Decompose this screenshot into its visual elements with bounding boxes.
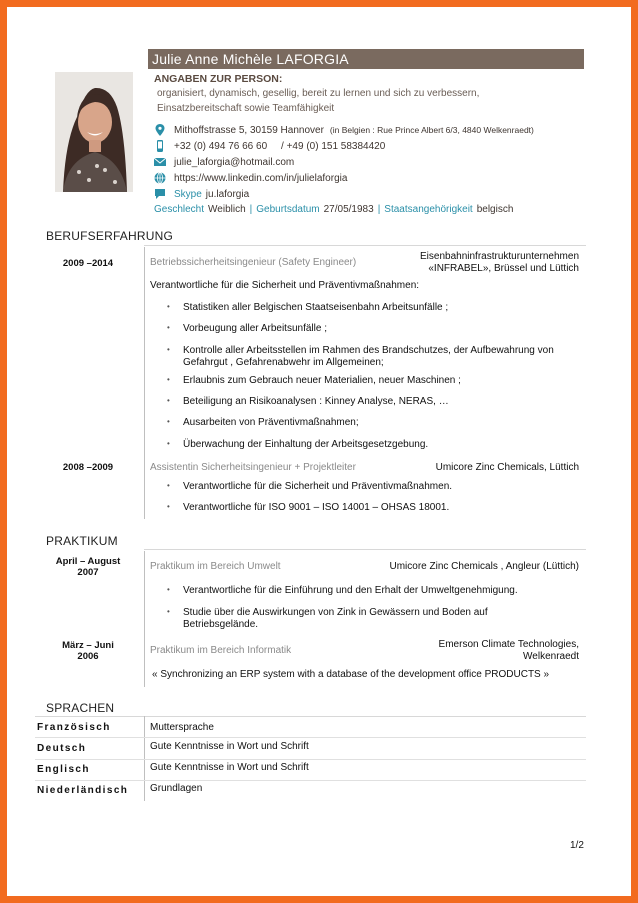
job1-dates: 2009 –2014 <box>62 258 114 269</box>
phone-icon <box>154 140 166 152</box>
personal-details-row <box>154 204 513 215</box>
job2-dates: 2008 –2009 <box>62 462 114 473</box>
language-level: Muttersprache <box>150 722 214 733</box>
email-row <box>154 156 294 168</box>
job1-employer <box>420 251 579 275</box>
location-pin-icon <box>154 124 166 136</box>
intern1-employer: Umicore Zinc Chemicals , Angleur (Lüttich) <box>389 561 579 572</box>
linkedin-row <box>154 172 347 184</box>
intern1-dates-line2: 2007 <box>77 567 99 578</box>
timeline-rule <box>144 247 145 519</box>
language-level: Grundlagen <box>150 783 203 794</box>
intern2-dates-line2: 2006 <box>77 651 99 662</box>
gender-value: Weiblich <box>208 204 246 215</box>
phone-text: +32 (0) 494 76 66 60 / +49 (0) 151 58384420 <box>174 140 386 152</box>
divider <box>35 780 586 781</box>
section-title-experience: BERUFSERFAHRUNG <box>46 229 174 243</box>
email-link[interactable]: julie_laforgia@hotmail.com <box>174 156 295 168</box>
language-name: Englisch <box>37 764 90 775</box>
language-name: Deutsch <box>37 743 87 754</box>
gender-label: Geschlecht <box>154 204 205 215</box>
nationality-label: Staatsangehörigkeit <box>384 204 473 215</box>
intern2-dates <box>47 640 129 662</box>
intern2-role: Praktikum im Bereich Informatik <box>150 645 292 656</box>
intern2-employer-line1: Emerson Climate Technologies, <box>438 639 579 650</box>
chat-bubble-icon <box>154 188 166 200</box>
intern1-role: Praktikum im Bereich Umwelt <box>150 561 281 572</box>
birth-value: 27/05/1983 <box>323 204 374 215</box>
intern2-dates-line1: März – Juni <box>62 640 114 651</box>
envelope-icon <box>154 156 166 168</box>
section-title-internship: PRAKTIKUM <box>46 534 118 548</box>
profile-title: ANGABEN ZUR PERSON: <box>154 73 283 85</box>
job1-role: Betriebssicherheitsingenieur (Safety Engineer) <box>150 257 357 268</box>
skype-label: Skype <box>174 188 202 200</box>
skype-handle: ju.laforgia <box>205 188 250 200</box>
linkedin-link[interactable]: https://www.linkedin.com/in/julielaforgia <box>174 172 348 184</box>
divider <box>144 549 586 550</box>
intern2-employer-line2: Welkenraedt <box>523 651 579 662</box>
job1-employer-line1: Eisenbahninfrastrukturunternehmen <box>420 251 579 262</box>
divider <box>144 245 586 246</box>
nationality-value: belgisch <box>476 204 514 215</box>
cv-page: Julie Anne Michèle LAFORGIA ANGABEN ZUR PERSON: organisiert, dynamisch, gesellig, bereit zu lernen und sich zu verbessern, Einsatzbereitschaft sowie Teamfähigkeit Mithoffstrasse 5, 30159 Hannover (in Belgien : Rue Prince Albert 6/3, 4840 Welkenraedt) +32 (0) 494 76 66 60 / +49 (0) 151 58384420 julie_laforgia@hotmail.com https://www.linkedin.com/in/julielaforgia Skype ju.laforgia Geschlecht Weiblich | Geburtsdatum 27/05/1983 | Staatsangehörigkeit belgisch BERUFSERFAHRUNG 2009 –2014 Betriebssicherheitsingenieur (Safety Engineer) Eisenbahninfrastrukturunternehmen «INFRABEL», Brüssel und Lüttich Verantwortliche für die Sicherheit und Präventivmaßnahmen: • Statistiken aller Belgischen Staatseisenbahn Arbeitsunfälle ; • Vorbeugung aller Arbeitsunfälle ; • Kontrolle aller Arbeitsstellen im Rahmen des Brandschutzes, der Aufbewahrung von Gefahrgut , Gefahrenabwehr im Allgemeinen; • Erlaubnis zum Gebrauch neuer Materialien, neuer Maschinen ; • Beteiligung an Risikoanalysen : Kinney Analyse, NERAS, … • Ausarbeiten von Präventivmaßnahmen; • Überwachung der Einhaltung der Arbeitsgesetzgebung. 2008 –2009 Assistentin Sicherheitsingenieur + Projektleiter Umicore Zinc Chemicals, Lüttich • Verantwortliche für die Sicherheit und Präventivmaßnahmen. • Verantwortliche für ISO 9001 – ISO 14001 – OHSAS 18001. PRAKTIKUM April – August 2007 Praktikum im Bereich Umwelt Umicore Zinc Chemicals , Angleur (Lüttich) • Verantwortliche für die Einführung und den Erhalt der Umweltgenehmigung. • Studie über die Auswirkungen von Zink in Gewässern und Boden auf Betriebsgelände. März – Juni 2006 Praktikum im Bereich Informatik Emerson Climate Technologies, Welkenraedt « Synchronizing an ERP system with a database of the development office PRODUCTS » SPRACHEN Französisch Muttersprache Deutsch Gute Kenntnisse in Wort und Schrift Englisch Gute Kenntnisse in Wort und Schrift Niederländisch Grundlagen 1/2 <box>7 7 631 896</box>
address-row <box>154 124 534 136</box>
language-name: Französisch <box>37 722 111 733</box>
name-banner: Julie Anne Michèle LAFORGIA <box>148 49 584 69</box>
intern1-dates-line1: April – August <box>55 556 121 567</box>
job1-employer-line2: «INFRABEL», Brüssel und Lüttich <box>428 263 579 274</box>
job2-employer: Umicore Zinc Chemicals, Lüttich <box>435 462 579 473</box>
profile-photo <box>55 72 133 192</box>
phone-row <box>154 140 385 152</box>
divider <box>35 737 586 738</box>
address-text: Mithoffstrasse 5, 30159 Hannover <box>174 124 324 136</box>
intern1-dates <box>47 556 129 578</box>
skype-row <box>154 188 249 200</box>
divider <box>35 759 586 760</box>
profile-text-line1: organisiert, dynamisch, gesellig, bereit zu lernen und sich zu verbessern, <box>157 88 480 99</box>
timeline-rule <box>144 551 145 687</box>
address-belgium: (in Belgien : Rue Prince Albert 6/3, 4840 Welkenraedt) <box>329 125 534 135</box>
page-number: 1/2 <box>570 840 584 851</box>
intern2-employer <box>439 639 579 663</box>
language-level: Gute Kenntnisse in Wort und Schrift <box>150 741 309 752</box>
globe-icon <box>154 172 166 184</box>
separator: | <box>249 204 253 215</box>
intern2-description: « Synchronizing an ERP system with a database of the development office PRODUCTS » <box>152 669 550 680</box>
section-title-languages: SPRACHEN <box>46 701 115 715</box>
profile-text-line2: Einsatzbereitschaft sowie Teamfähigkeit <box>157 103 335 114</box>
job2-role: Assistentin Sicherheitsingenieur + Projektleiter <box>150 462 356 473</box>
birth-label: Geburtsdatum <box>256 204 320 215</box>
divider <box>35 716 586 717</box>
job1-intro: Verantwortliche für die Sicherheit und Präventivmaßnahmen: <box>150 280 420 291</box>
separator: | <box>377 204 381 215</box>
language-name: Niederländisch <box>37 785 129 796</box>
language-level: Gute Kenntnisse in Wort und Schrift <box>150 762 309 773</box>
